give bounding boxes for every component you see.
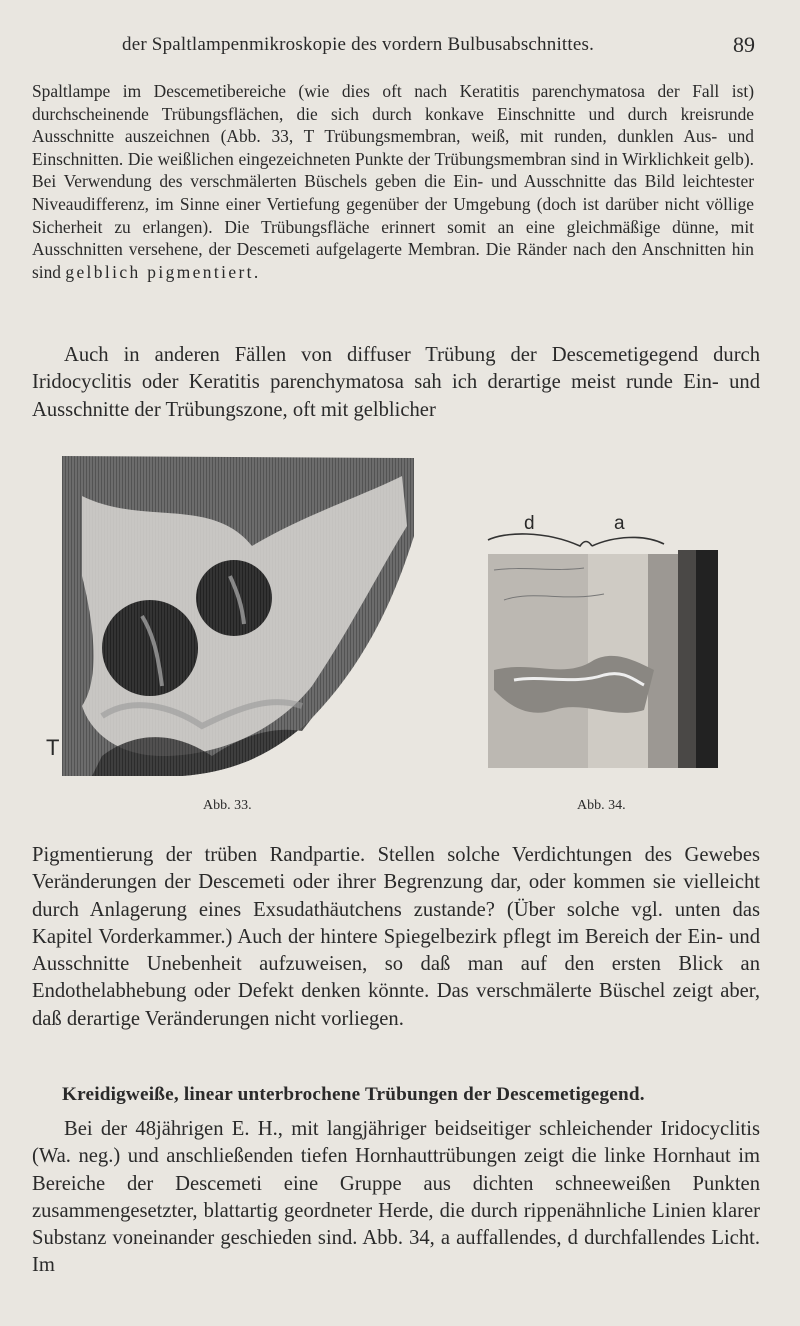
small-paragraph-end: . xyxy=(253,261,259,282)
small-paragraph-text: Spaltlampe im Descemetibereiche (wie dies oft nach Keratitis parenchymatosa der Fall ist) durchscheinende Trübungsflächen, die sich durch konkave Einschnitte und durch kreisrunde Ausschnitte auszeichnen (Abb. 33, T Trübungsmembran, weiß, mit runden, dunklen Aus- und Einschnitten. Die weißlichen eingezeichneten Punkte der Trübungsmembran sind in Wirklichkeit gelb). Bei Verwendung des verschmälerten Büschels geben die Ein- und Ausschnitte das Bild leichtester Niveaudifferenz, im Sinne einer Vertiefung gegenüber der Umgebung (doch ist darüber nicht völlige Sicherheit zu erlangen). Die Trübungsfläche erinnert somit an eine gleichmäßige dünne, mit Ausschnitten versehene, der Descemeti aufgelagerte Membran. Die Ränder nach den Anschnitten hin sind xyxy=(32,81,754,282)
small-print-paragraph xyxy=(32,80,754,283)
running-head: der Spaltlampenmikroskopie des vordern Bulbusabschnittes. xyxy=(122,34,595,55)
section-paragraph: Bei der 48jährigen E. H., mit langjähriger beidseitiger schleichender Iridocyclitis (Wa. neg.) und anschließenden tiefen Hornhauttrübungen zeigt die linke Hornhaut im Bereiche der Descemeti eine Gruppe aus dichten schneeweißen Punkten zusammengesetzter, blattartig geordneter Herde, die durch rippenähnliche Linien klarer Substanz voneinander geschieden sind. Abb. 34, a auffallendes, d durchfallendes Licht. Im xyxy=(32,1118,760,1277)
figure-34-illustration xyxy=(484,510,724,776)
figure-33-illustration xyxy=(62,456,414,776)
paragraph-before-figures: Auch in anderen Fällen von diffuser Trübung der Descemetigegend durch Iridocyclitis oder Keratitis parenchymatosa sah ich derartige meist runde Ein- und Ausschnitte der Trübungszone, oft mit gelblicher xyxy=(32,344,760,421)
figure-34-label-d: d xyxy=(524,513,535,534)
figure-34-label-a: a xyxy=(614,513,625,534)
paragraph-after-figures: Pigmentierung der trüben Randpartie. Stellen solche Verdichtungen des Gewebes Veränderungen der Descemeti oder ihrer Begrenzung dar, oder kommen sie vielleicht durch Anlagerung eines Exsudathäutchens zustande? (Über solche vgl. unten das Kapitel Vorderkammer.) Auch der hintere Spiegelbezirk pflegt im Bereich der Ein- und Ausschnitte Unebenheit aufzuweisen, so daß man auf den ersten Blick an Endothelabhebung oder Defekt denken könnte. Das verschmälerte Büschel zeigt aber, daß derartige Veränderungen nicht vorliegen. xyxy=(32,844,760,1030)
figure-33-label-T: T xyxy=(46,735,60,760)
figure-34-caption: Abb. 34. xyxy=(577,798,626,813)
section-heading: Kreidigweiße, linear unterbrochene Trübungen der Descemetigegend. xyxy=(62,1084,645,1105)
figure-33-caption: Abb. 33. xyxy=(203,798,252,813)
page-number: 89 xyxy=(733,32,755,57)
emphasized-text: gelblich pigmentiert xyxy=(65,261,254,282)
